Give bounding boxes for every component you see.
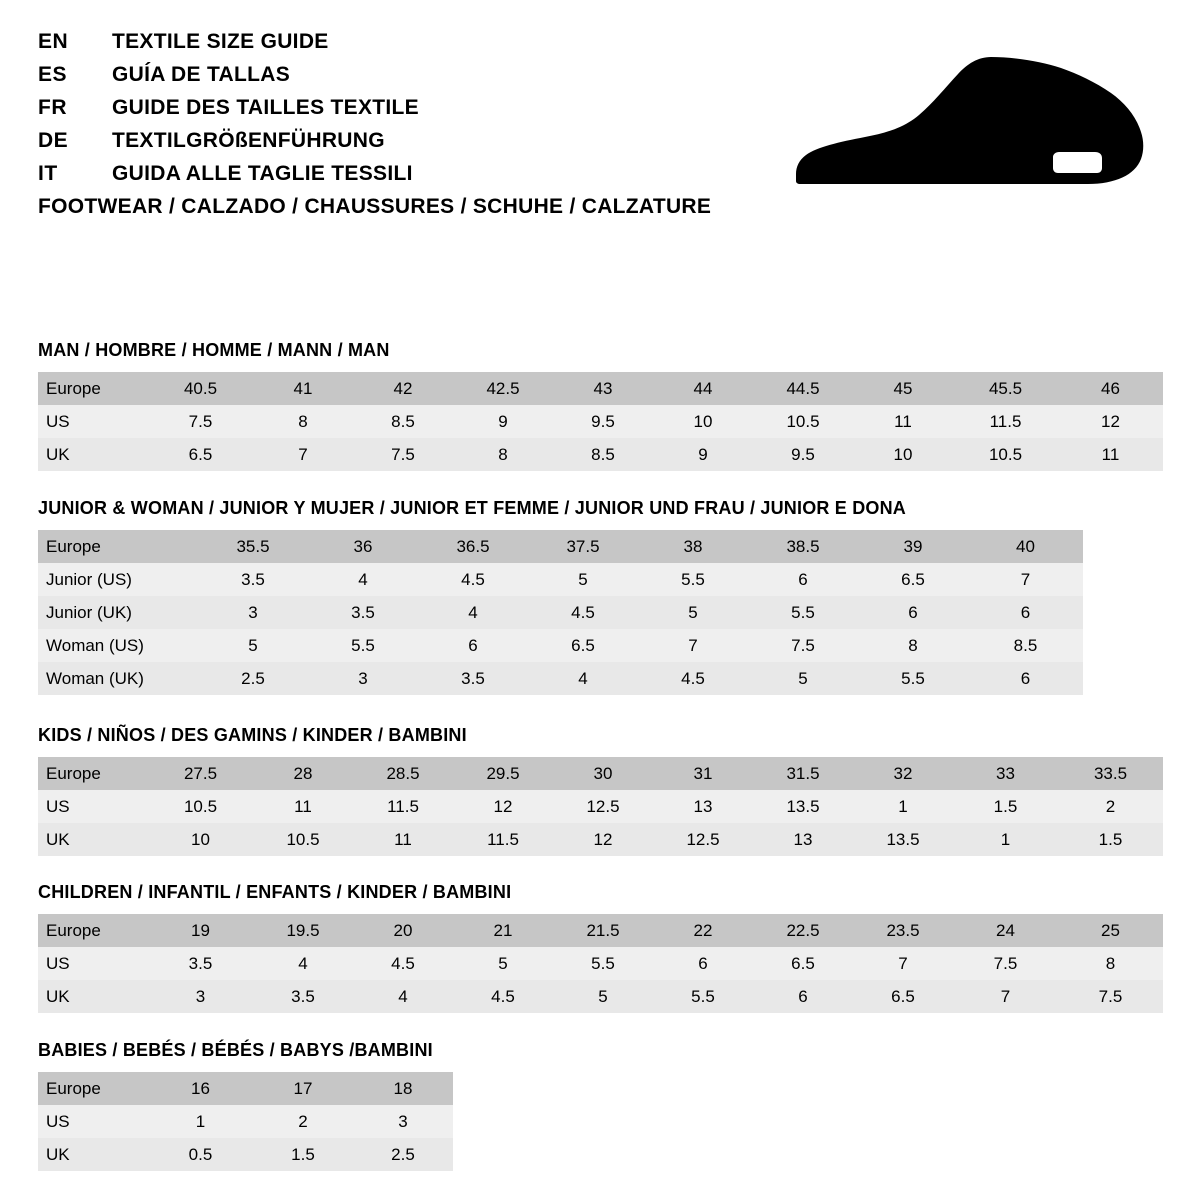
- cell: 3.5: [418, 662, 528, 695]
- dress-shoe-icon: [795, 55, 1145, 185]
- cell: 2.5: [353, 1138, 453, 1171]
- cell: 6: [968, 662, 1083, 695]
- cell: 29.5: [453, 757, 553, 790]
- table-row: [38, 757, 1163, 790]
- row-label: Europe: [38, 757, 148, 790]
- cell: 3.5: [148, 947, 253, 980]
- cell: 41: [253, 372, 353, 405]
- cell: 8: [453, 438, 553, 471]
- table-row: [38, 596, 1083, 629]
- cell: 46: [1058, 372, 1163, 405]
- cell: 20: [353, 914, 453, 947]
- cell: 21: [453, 914, 553, 947]
- table-row: [38, 980, 1163, 1013]
- cell: 1: [148, 1105, 253, 1138]
- size-table-children: [38, 914, 1163, 1013]
- cell: 39: [858, 530, 968, 563]
- language-row-de: [38, 129, 778, 162]
- section-babies: [38, 1040, 453, 1171]
- table-row: [38, 530, 1083, 563]
- row-label: Europe: [38, 530, 198, 563]
- cell: 28.5: [353, 757, 453, 790]
- row-label: Junior (UK): [38, 596, 198, 629]
- language-code: ES: [38, 63, 68, 86]
- cell: 2: [1058, 790, 1163, 823]
- row-label: US: [38, 1105, 148, 1138]
- language-row-en: [38, 30, 778, 63]
- cell: 19: [148, 914, 253, 947]
- row-label: Junior (US): [38, 563, 198, 596]
- size-table-junior-woman: [38, 530, 1083, 695]
- cell: 9: [653, 438, 753, 471]
- language-row-fr: [38, 96, 778, 129]
- cell: 10.5: [953, 438, 1058, 471]
- language-title: TEXTILE SIZE GUIDE: [112, 30, 329, 53]
- cell: 31: [653, 757, 753, 790]
- cell: 5: [528, 563, 638, 596]
- cell: 3: [198, 596, 308, 629]
- cell: 10.5: [753, 405, 853, 438]
- cell: 5.5: [308, 629, 418, 662]
- table-row: [38, 438, 1163, 471]
- table-row: [38, 914, 1163, 947]
- table-row: [38, 1072, 453, 1105]
- language-code: IT: [38, 162, 58, 185]
- cell: 8.5: [553, 438, 653, 471]
- cell: 11: [853, 405, 953, 438]
- cell: 6: [653, 947, 753, 980]
- cell: 3.5: [308, 596, 418, 629]
- cell: 4.5: [353, 947, 453, 980]
- row-label: US: [38, 405, 148, 438]
- cell: 7: [953, 980, 1058, 1013]
- cell: 9: [453, 405, 553, 438]
- row-label: UK: [38, 980, 148, 1013]
- section-kids: [38, 725, 1163, 856]
- section-children: [38, 882, 1163, 1013]
- cell: 6.5: [753, 947, 853, 980]
- cell: 5: [198, 629, 308, 662]
- section-title: MAN / HOMBRE / HOMME / MANN / MAN: [38, 340, 390, 360]
- cell: 8: [253, 405, 353, 438]
- cell: 7.5: [748, 629, 858, 662]
- cell: 24: [953, 914, 1058, 947]
- cell: 5.5: [858, 662, 968, 695]
- language-title: GUÍA DE TALLAS: [112, 63, 291, 86]
- cell: 11: [1058, 438, 1163, 471]
- row-label: Europe: [38, 1072, 148, 1105]
- header-language-list: [38, 30, 778, 195]
- row-label: Europe: [38, 372, 148, 405]
- cell: 7.5: [353, 438, 453, 471]
- cell: 13.5: [853, 823, 953, 856]
- cell: 21.5: [553, 914, 653, 947]
- cell: 12: [453, 790, 553, 823]
- cell: 6.5: [853, 980, 953, 1013]
- cell: 42.5: [453, 372, 553, 405]
- cell: 4: [528, 662, 638, 695]
- section-junior-woman: [38, 498, 1083, 695]
- cell: 3: [308, 662, 418, 695]
- cell: 36.5: [418, 530, 528, 563]
- cell: 3: [148, 980, 253, 1013]
- cell: 10: [148, 823, 253, 856]
- cell: 11: [353, 823, 453, 856]
- cell: 33.5: [1058, 757, 1163, 790]
- cell: 10.5: [148, 790, 253, 823]
- section-man: [38, 340, 1163, 471]
- cell: 4.5: [418, 563, 528, 596]
- cell: 38.5: [748, 530, 858, 563]
- cell: 44.5: [753, 372, 853, 405]
- table-row: [38, 372, 1163, 405]
- table-row: [38, 563, 1083, 596]
- cell: 45: [853, 372, 953, 405]
- language-code: DE: [38, 129, 69, 152]
- cell: 12: [1058, 405, 1163, 438]
- cell: 8: [858, 629, 968, 662]
- cell: 30: [553, 757, 653, 790]
- language-code: FR: [38, 96, 67, 119]
- cell: 6: [968, 596, 1083, 629]
- cell: 31.5: [753, 757, 853, 790]
- size-table-babies: [38, 1072, 453, 1171]
- cell: 1.5: [953, 790, 1058, 823]
- cell: 5: [453, 947, 553, 980]
- cell: 22.5: [753, 914, 853, 947]
- table-row: [38, 790, 1163, 823]
- cell: 38: [638, 530, 748, 563]
- cell: 6: [418, 629, 528, 662]
- cell: 1: [953, 823, 1058, 856]
- row-label: Europe: [38, 914, 148, 947]
- cell: 22: [653, 914, 753, 947]
- table-row: [38, 405, 1163, 438]
- cell: 13.5: [753, 790, 853, 823]
- cell: 3: [353, 1105, 453, 1138]
- cell: 5.5: [748, 596, 858, 629]
- cell: 9.5: [753, 438, 853, 471]
- section-title: KIDS / NIÑOS / DES GAMINS / KINDER / BAMBINI: [38, 725, 467, 745]
- cell: 5.5: [653, 980, 753, 1013]
- table-row: [38, 662, 1083, 695]
- cell: 19.5: [253, 914, 353, 947]
- cell: 4: [253, 947, 353, 980]
- cell: 6.5: [858, 563, 968, 596]
- cell: 16: [148, 1072, 253, 1105]
- cell: 17: [253, 1072, 353, 1105]
- section-title: CHILDREN / INFANTIL / ENFANTS / KINDER / BAMBINI: [38, 882, 512, 902]
- row-label: UK: [38, 1138, 148, 1171]
- cell: 43: [553, 372, 653, 405]
- cell: 10: [853, 438, 953, 471]
- cell: 27.5: [148, 757, 253, 790]
- cell: 7.5: [953, 947, 1058, 980]
- cell: 23.5: [853, 914, 953, 947]
- cell: 37.5: [528, 530, 638, 563]
- cell: 40: [968, 530, 1083, 563]
- cell: 6: [748, 563, 858, 596]
- cell: 4: [308, 563, 418, 596]
- cell: 8: [1058, 947, 1163, 980]
- cell: 3.5: [198, 563, 308, 596]
- cell: 28: [253, 757, 353, 790]
- row-label: US: [38, 947, 148, 980]
- cell: 12: [553, 823, 653, 856]
- table-row: [38, 1138, 453, 1171]
- cell: 40.5: [148, 372, 253, 405]
- cell: 1: [853, 790, 953, 823]
- cell: 42: [353, 372, 453, 405]
- cell: 5.5: [553, 947, 653, 980]
- cell: 25: [1058, 914, 1163, 947]
- section-title: BABIES / BEBÉS / BÉBÉS / BABYS /BAMBINI: [38, 1040, 433, 1060]
- cell: 6.5: [528, 629, 638, 662]
- cell: 4.5: [638, 662, 748, 695]
- cell: 6: [858, 596, 968, 629]
- cell: 45.5: [953, 372, 1058, 405]
- cell: 8.5: [353, 405, 453, 438]
- cell: 7: [253, 438, 353, 471]
- cell: 18: [353, 1072, 453, 1105]
- cell: 11: [253, 790, 353, 823]
- cell: 5: [553, 980, 653, 1013]
- cell: 32: [853, 757, 953, 790]
- table-row: [38, 629, 1083, 662]
- cell: 8.5: [968, 629, 1083, 662]
- language-title: GUIDE DES TAILLES TEXTILE: [112, 96, 419, 119]
- row-label: Woman (US): [38, 629, 198, 662]
- cell: 3.5: [253, 980, 353, 1013]
- cell: 11.5: [353, 790, 453, 823]
- cell: 5: [748, 662, 858, 695]
- cell: 12.5: [553, 790, 653, 823]
- cell: 10.5: [253, 823, 353, 856]
- language-row-es: [38, 63, 778, 96]
- table-row: [38, 947, 1163, 980]
- cell: 33: [953, 757, 1058, 790]
- cell: 5.5: [638, 563, 748, 596]
- row-label: UK: [38, 438, 148, 471]
- cell: 10: [653, 405, 753, 438]
- language-row-it: [38, 162, 778, 195]
- section-title: JUNIOR & WOMAN / JUNIOR Y MUJER / JUNIOR ET FEMME / JUNIOR UND FRAU / JUNIOR E DONA: [38, 498, 907, 518]
- cell: 35.5: [198, 530, 308, 563]
- cell: 11.5: [953, 405, 1058, 438]
- category-line: FOOTWEAR / CALZADO / CHAUSSURES / SCHUHE / CALZATURE: [38, 195, 712, 218]
- cell: 36: [308, 530, 418, 563]
- cell: 7: [968, 563, 1083, 596]
- cell: 7: [853, 947, 953, 980]
- cell: 13: [753, 823, 853, 856]
- cell: 5: [638, 596, 748, 629]
- row-label: Woman (UK): [38, 662, 198, 695]
- cell: 1.5: [1058, 823, 1163, 856]
- language-title: GUIDA ALLE TAGLIE TESSILI: [112, 162, 413, 185]
- table-row: [38, 1105, 453, 1138]
- cell: 4.5: [453, 980, 553, 1013]
- row-label: US: [38, 790, 148, 823]
- cell: 4: [353, 980, 453, 1013]
- cell: 13: [653, 790, 753, 823]
- row-label: UK: [38, 823, 148, 856]
- cell: 7.5: [148, 405, 253, 438]
- cell: 44: [653, 372, 753, 405]
- language-title: TEXTILGRÖßENFÜHRUNG: [112, 129, 385, 152]
- cell: 2: [253, 1105, 353, 1138]
- cell: 6.5: [148, 438, 253, 471]
- cell: 4.5: [528, 596, 638, 629]
- cell: 0.5: [148, 1138, 253, 1171]
- cell: 7: [638, 629, 748, 662]
- cell: 7.5: [1058, 980, 1163, 1013]
- cell: 12.5: [653, 823, 753, 856]
- table-row: [38, 823, 1163, 856]
- cell: 2.5: [198, 662, 308, 695]
- cell: 1.5: [253, 1138, 353, 1171]
- size-table-man: [38, 372, 1163, 471]
- cell: 4: [418, 596, 528, 629]
- cell: 11.5: [453, 823, 553, 856]
- cell: 9.5: [553, 405, 653, 438]
- language-code: EN: [38, 30, 69, 53]
- size-table-kids: [38, 757, 1163, 856]
- cell: 6: [753, 980, 853, 1013]
